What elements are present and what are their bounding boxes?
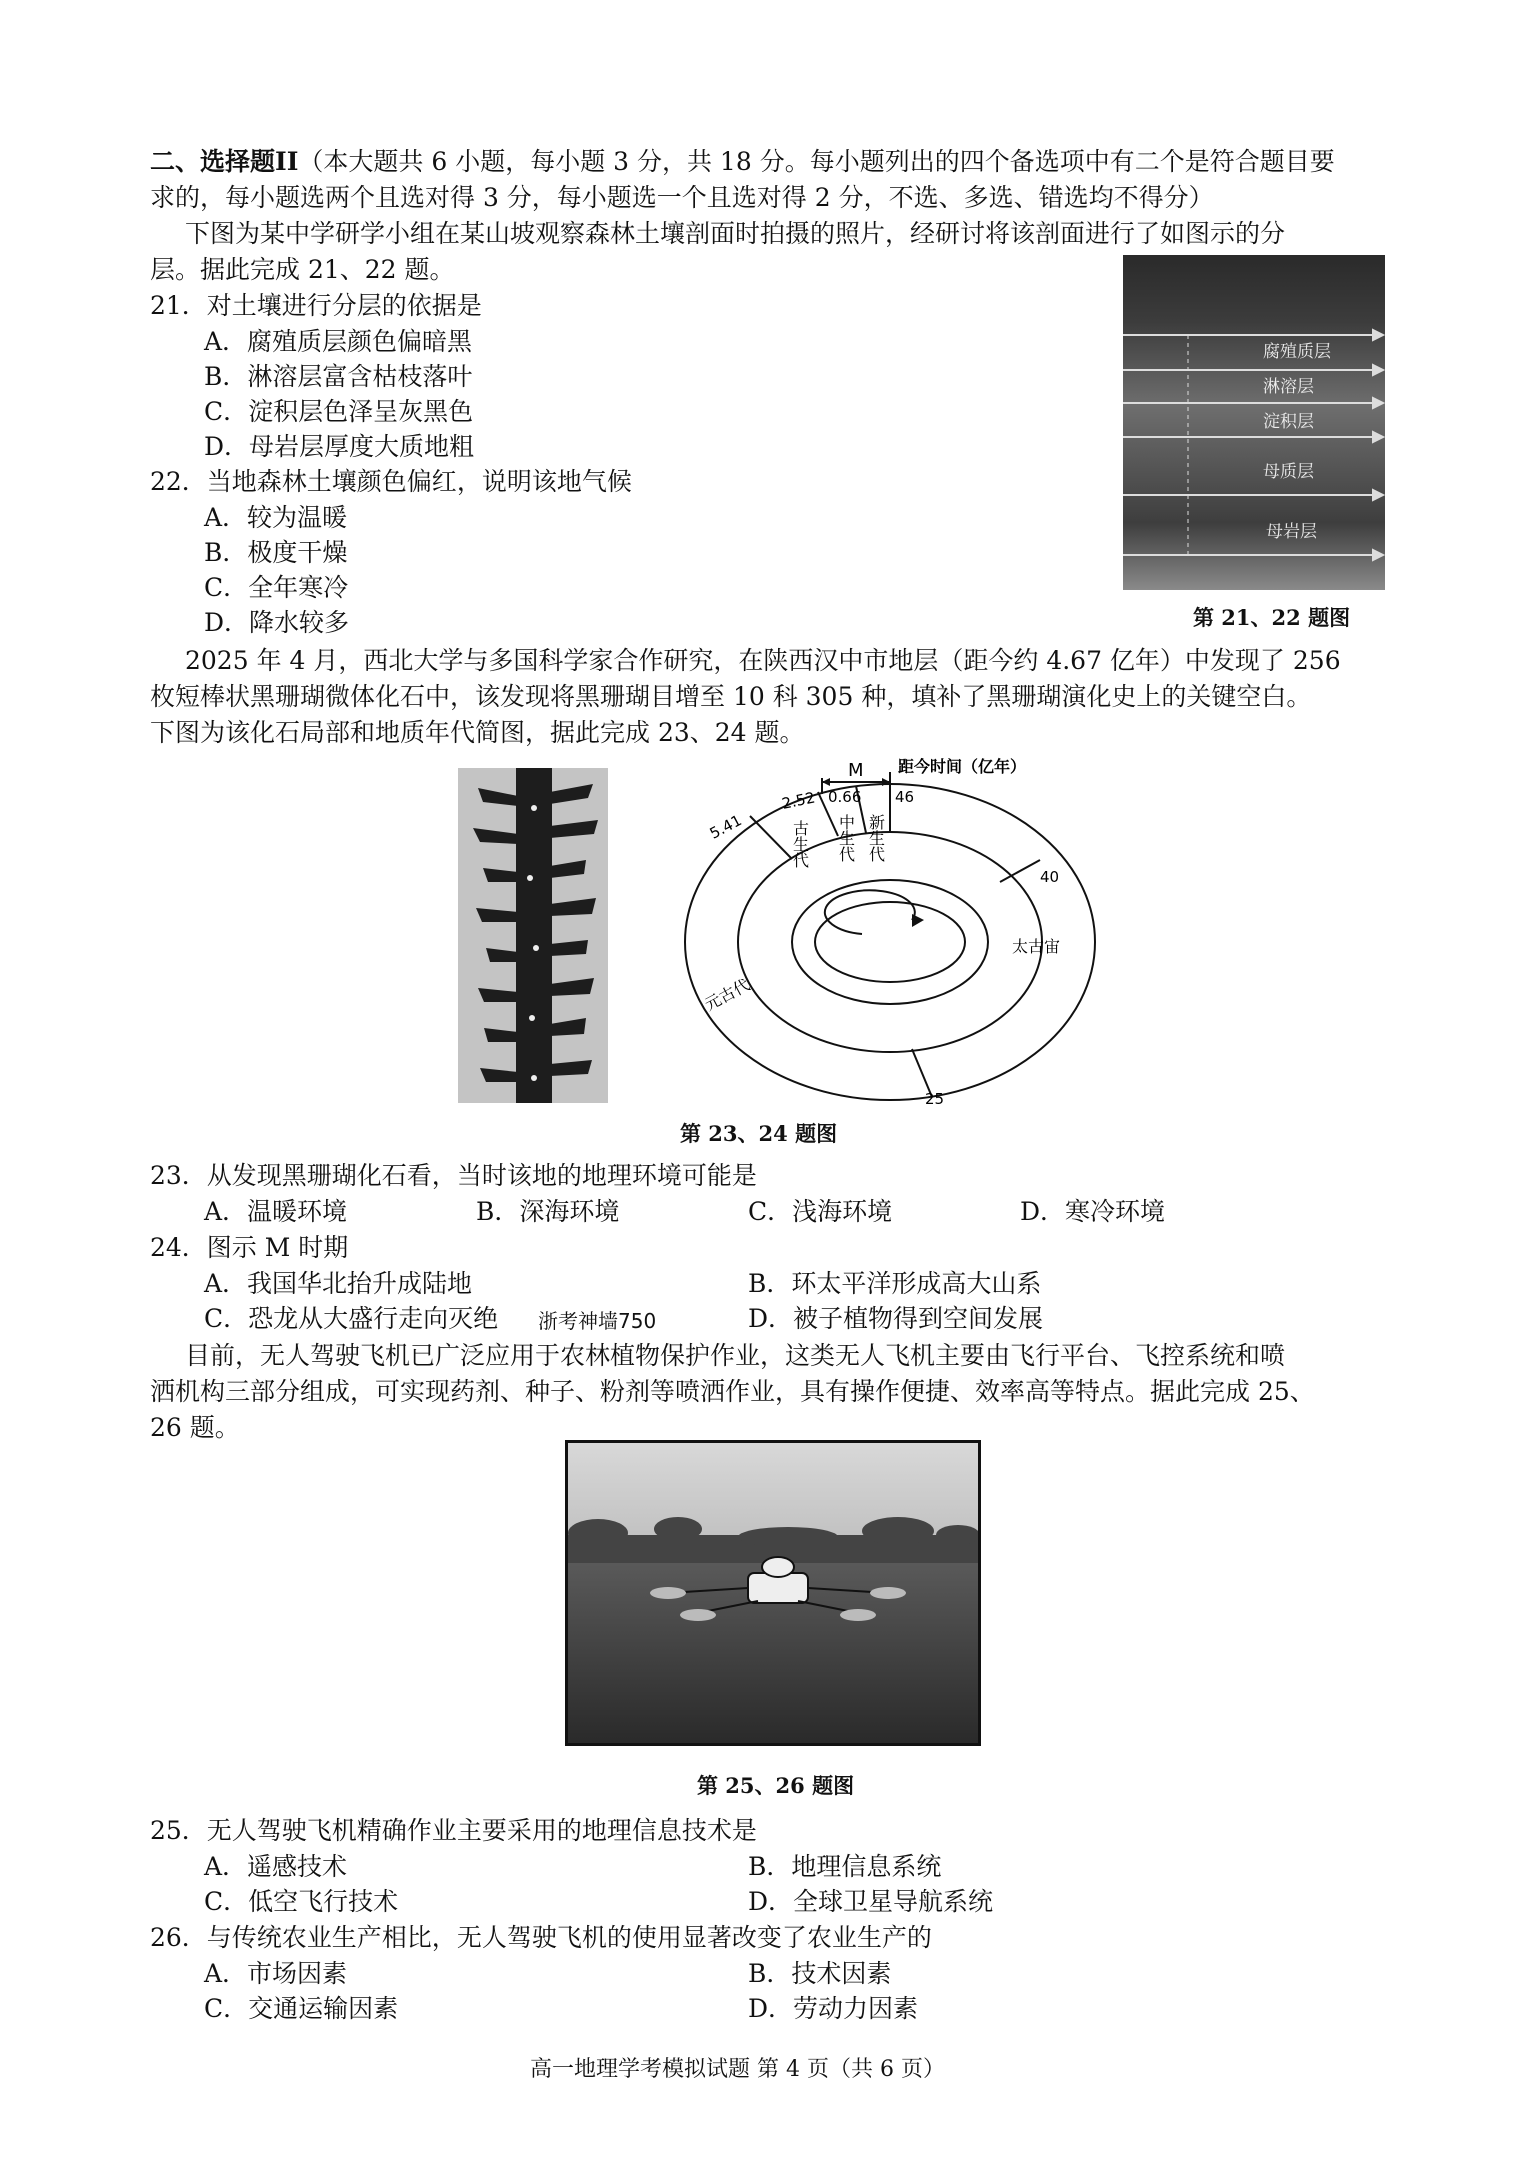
q26-stem: 26．与传统农业生产相比，无人驾驶飞机的使用显著改变了农业生产的 xyxy=(150,1923,932,1952)
axis-title: 距今时间（亿年） xyxy=(898,757,1027,776)
passage1-line1: 下图为某中学研学小组在某山坡观察森林土壤剖面时拍摄的照片，经研讨将该剖面进行了如图示的分 xyxy=(185,219,1286,248)
passage1-line2: 层。据此完成 21、22 题。 xyxy=(150,255,455,284)
soil-layer-parent-material: 母质层 xyxy=(1263,462,1314,482)
passage2-line2: 枚短棒状黑珊瑚微体化石中，该发现将黑珊瑚目增至 10 科 305 种，填补了黑珊瑚演化史上的关键空白。 xyxy=(150,682,1312,711)
q24-stem: 24．图示 M 时期 xyxy=(150,1233,349,1262)
q21-option-c[interactable]: C．淀积层色泽呈灰黑色 xyxy=(204,397,474,426)
tick-25: 25 xyxy=(925,1090,945,1108)
q21-option-b[interactable]: B．淋溶层富含枯枝落叶 xyxy=(204,362,473,391)
geologic-time-diagram xyxy=(632,752,1102,1112)
passage2-line1: 2025 年 4 月，西北大学与多国科学家合作研究，在陕西汉中市地层（距今约 4.67 亿年）中发现了 256 xyxy=(185,646,1341,675)
geologic-time-svg xyxy=(632,752,1102,1112)
tick-46: 46 xyxy=(895,788,915,806)
passage3-line1: 目前，无人驾驶飞机已广泛应用于农林植物保护作业，这类无人飞机主要由飞行平台、飞控系统和喷 xyxy=(185,1341,1286,1370)
tick-252: 2.52 xyxy=(780,788,817,813)
coral-fossil-drawing xyxy=(458,768,608,1103)
q26-option-b[interactable]: B．技术因素 xyxy=(748,1959,892,1988)
q25-stem: 25．无人驾驶飞机精确作业主要采用的地理信息技术是 xyxy=(150,1816,757,1845)
soil-layer-eluviation: 淋溶层 xyxy=(1263,377,1314,397)
q25-option-a[interactable]: A．遥感技术 xyxy=(204,1852,348,1881)
soil-layer-bedrock: 母岩层 xyxy=(1266,522,1317,542)
drone-photo xyxy=(565,1440,981,1746)
soil-layer-humus: 腐殖质层 xyxy=(1263,342,1331,362)
q23-stem: 23．从发现黑珊瑚化石看，当时该地的地理环境可能是 xyxy=(150,1161,757,1190)
tick-066: 0.66 xyxy=(828,788,862,806)
q26-option-a[interactable]: A．市场因素 xyxy=(204,1959,348,1988)
q22-option-c[interactable]: C．全年寒冷 xyxy=(204,573,349,602)
q23-option-c[interactable]: C．浅海环境 xyxy=(748,1197,893,1226)
passage3-line3: 26 题。 xyxy=(150,1413,240,1442)
q21-stem: 21．对土壤进行分层的依据是 xyxy=(150,291,482,320)
section-intro-2: 求的，每小题选两个且选对得 3 分，每小题选一个且选对得 2 分，不选、多选、错选均不得分） xyxy=(150,183,1214,212)
q25-option-b[interactable]: B．地理信息系统 xyxy=(748,1852,942,1881)
passage2-line3: 下图为该化石局部和地质年代简图，据此完成 23、24 题。 xyxy=(150,718,805,747)
m-label: M xyxy=(848,760,864,781)
q26-option-d[interactable]: D．劳动力因素 xyxy=(748,1994,919,2023)
watermark: 浙考神墙750 xyxy=(538,1309,657,1333)
section-header xyxy=(150,146,1335,178)
q24-option-c[interactable]: C．恐龙从大盛行走向灭绝 xyxy=(204,1304,499,1333)
q25-option-d[interactable]: D．全球卫星导航系统 xyxy=(748,1887,994,1916)
soil-layer-illuviation: 淀积层 xyxy=(1263,412,1314,432)
drone-figure-caption: 第 25、26 题图 xyxy=(697,1773,855,1798)
section-heading: 二、选择题II xyxy=(150,147,299,176)
soil-profile-lines xyxy=(1123,255,1385,590)
q21-option-d[interactable]: D．母岩层厚度大质地粗 xyxy=(204,432,475,461)
q26-option-c[interactable]: C．交通运输因素 xyxy=(204,1994,399,2023)
q22-option-a[interactable]: A．较为温暖 xyxy=(204,503,348,532)
eon-archean: 太古宙 xyxy=(1012,937,1061,956)
q23-option-b[interactable]: B．深海环境 xyxy=(476,1197,620,1226)
q23-option-a[interactable]: A．温暖环境 xyxy=(204,1197,348,1226)
q25-option-c[interactable]: C．低空飞行技术 xyxy=(204,1887,399,1916)
q24-option-b[interactable]: B．环太平洋形成高大山系 xyxy=(748,1269,1042,1298)
tick-541: 5.41 xyxy=(706,811,745,843)
q24-option-d[interactable]: D．被子植物得到空间发展 xyxy=(748,1304,1044,1333)
era-paleozoic: 古生代 xyxy=(790,820,810,868)
era-cenozoic: 新生代 xyxy=(866,814,886,862)
drone-photo-drawing xyxy=(568,1443,978,1743)
coral-fossil-photo xyxy=(458,768,608,1103)
era-mesozoic: 中生代 xyxy=(836,814,856,862)
q22-stem: 22．当地森林土壤颜色偏红，说明该地气候 xyxy=(150,467,632,496)
page-footer: 高一地理学考模拟试题 第 4 页（共 6 页） xyxy=(530,2057,945,2082)
q21-option-a[interactable]: A．腐殖质层颜色偏暗黑 xyxy=(204,327,473,356)
passage3-line2: 洒机构三部分组成，可实现药剂、种子、粉剂等喷洒作业，具有操作便捷、效率高等特点。据此完成 25、 xyxy=(150,1377,1315,1406)
eon-proterozoic: 元古代 xyxy=(701,975,753,1015)
q22-option-d[interactable]: D．降水较多 xyxy=(204,608,350,637)
tick-40: 40 xyxy=(1040,868,1060,886)
q24-option-a[interactable]: A．我国华北抬升成陆地 xyxy=(204,1269,473,1298)
geo-figure-caption: 第 23、24 题图 xyxy=(680,1121,838,1146)
q22-option-b[interactable]: B．极度干燥 xyxy=(204,538,348,567)
soil-profile-photo xyxy=(1123,255,1385,590)
q23-option-d[interactable]: D．寒冷环境 xyxy=(1020,1197,1166,1226)
soil-figure-caption: 第 21、22 题图 xyxy=(1193,605,1351,630)
section-intro-1: （本大题共 6 小题，每小题 3 分，共 18 分。每小题列出的四个备选项中有二个是符合题目要 xyxy=(298,147,1335,176)
